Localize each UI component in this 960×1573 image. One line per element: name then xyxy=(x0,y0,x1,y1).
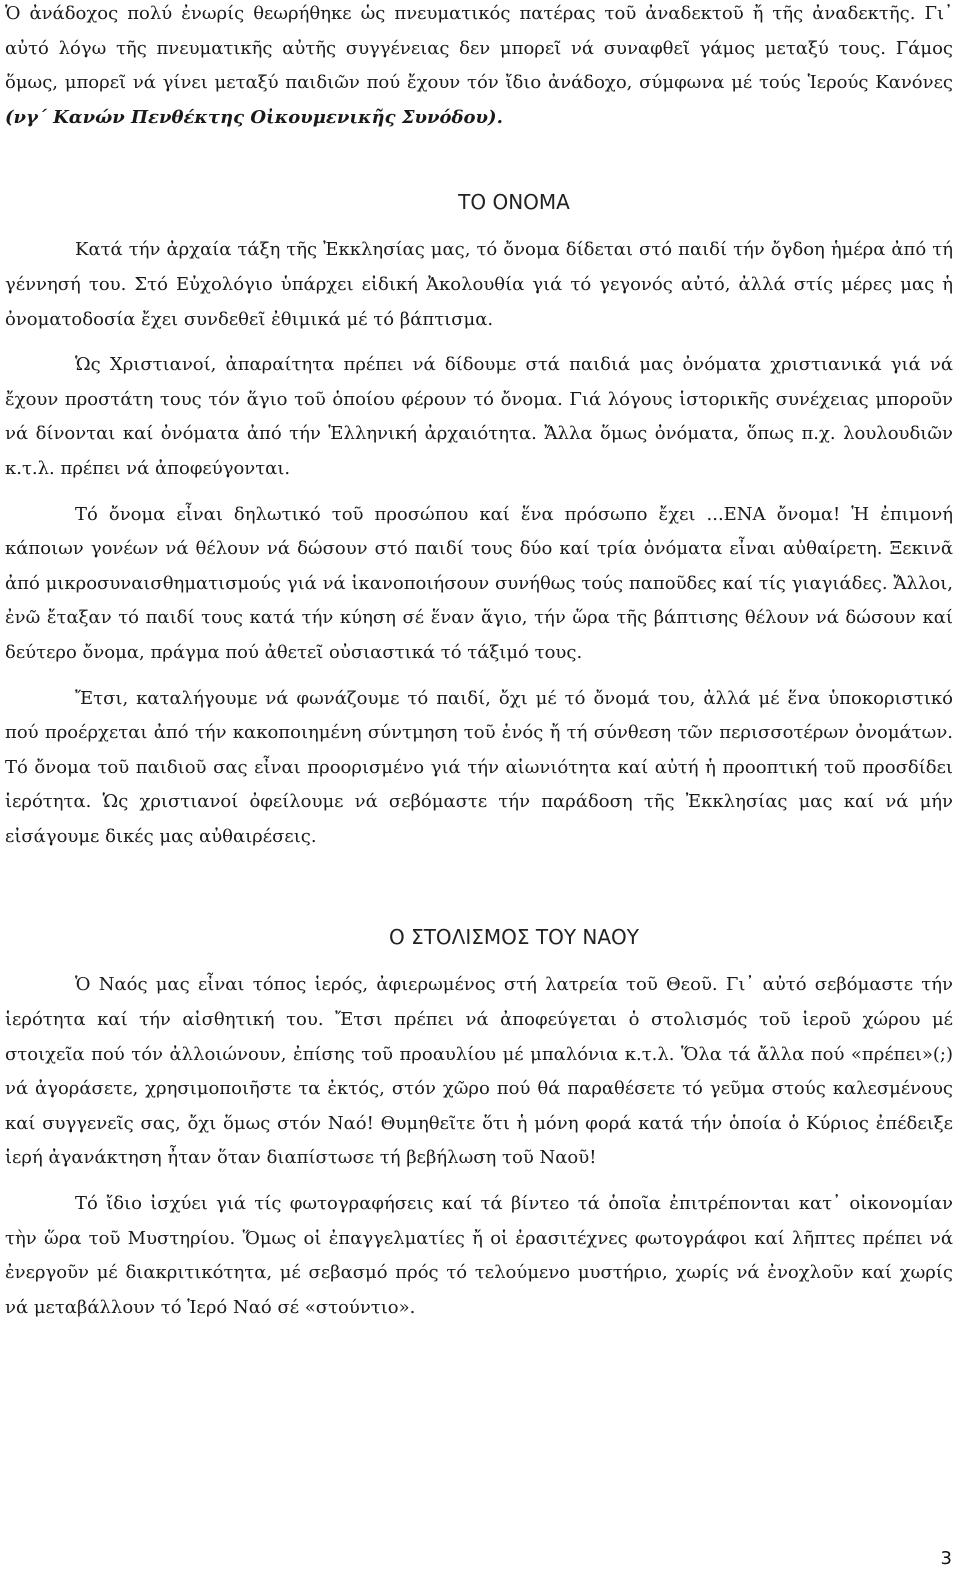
section-name-body xyxy=(5,233,953,854)
intro-text: Ὁ ἀνάδοχος πολύ ἐνωρίς θεωρήθηκε ὡς πνευματικός πατέρας τοῦ ἀναδεκτοῦ ἤ τῆς ἀναδεκτῆς. Γι᾽ αὐτό λόγω τῆς πνευματικῆς αὐτῆς συγγένειας δεν μπορεῖ νά συναφθεῖ γάμος μεταξύ τους. Γάμος ὅμως, μπορεῖ νά γίνει μεταξύ παιδιῶν πού ἔχουν τόν ἴδιο ἀνάδοχο, σύμφωνα μέ τούς Ἱερούς Κανόνες xyxy=(5,3,953,94)
name-paragraph-3: Τό ὄνομα εἶναι δηλωτικό τοῦ προσώπου καί ἕνα πρόσωπο ἔχει ...ΕΝΑ ὄνομα! Ἡ ἐπιμονή κάποιων γονέων νά θέλουν νά δώσουν στό παιδί τους δύο καί τρία ὀνόματα εἶναι αὐθαίρετη. Ξεκινᾶ ἀπό μικροσυναισθηματισμούς γιά νά ἱκανοποιήσουν συνήθως τούς παποῦδες καί τίς γιαγιάδες. Ἄλλοι, ἐνῶ ἔταξαν τό παιδί τους κατά τήν κύηση σέ ἕναν ἅγιο, τήν ὥρα τῆς βάπτισης θέλουν νά δώσουν καί δεύτερο ὄνομα, πράγμα πού ἀθετεῖ οὐσιαστικά τό τάξιμό τους. xyxy=(5,503,953,663)
intro-canon-reference: (νγ´ Κανών Πενθέκτης Οἰκουμενικῆς Συνόδου). xyxy=(5,106,503,128)
section-decoration-body xyxy=(5,968,953,1325)
section-heading-name: ΤΟ ΟΝΟΜΑ xyxy=(458,190,570,215)
page-number: 3 xyxy=(940,1548,952,1569)
decoration-paragraph-1: Ὁ Ναός μας εἶναι τόπος ἱερός, ἀφιερωμένος στή λατρεία τοῦ Θεοῦ. Γι᾽ αὐτό σεβόμαστε τήν ἱερότητα καί τήν αἰσθητική του. Ἔτσι πρέπει νά ἀποφεύγεται ὁ στολισμός τοῦ ἱεροῦ χώρου μέ στοιχεῖα πού τόν ἀλλοιώνουν, ἐπίσης τοῦ προαυλίου μέ μπαλόνια κ.τ.λ. Ὅλα τά ἄλλα πού «πρέπει»(;) νά ἀγοράσετε, χρησιμοποιῆστε τα ἐκτός, στόν χῶρο πού θά παραθέσετε τό γεῦμα στούς καλεσμένους καί συγγενεῖς σας, ὄχι ὅμως στόν Ναό! Θυμηθεῖτε ὅτι ἡ μόνη φορά κατά τήν ὁποία ὁ Κύριος ἐπέδειξε ἱερή ἀγανάκτηση ἦταν ὅταν διαπίστωσε τή βεβήλωση τοῦ Ναοῦ! xyxy=(5,974,953,1169)
name-paragraph-2: Ὡς Χριστιανοί, ἀπαραίτητα πρέπει νά δίδουμε στά παιδιά μας ὀνόματα χριστιανικά γιά νά ἔχουν προστάτη τους τόν ἅγιο τοῦ ὁποίου φέρουν τό ὄνομα. Γιά λόγους ἱστορικῆς συνέχειας μποροῦν νά δίνονται καί ὀνόματα ἀπό τήν Ἑλληνική ἀρχαιότητα. Ἄλλα ὅμως ὀνόματα, ὅπως π.χ. λουλουδιῶν κ.τ.λ. πρέπει νά ἀποφεύγονται. xyxy=(5,354,953,479)
intro-paragraph xyxy=(5,0,953,135)
section-heading-decoration: Ο ΣΤΟΛΙΣΜΟΣ ΤΟΥ ΝΑΟΥ xyxy=(388,925,640,950)
document-page xyxy=(5,0,953,1336)
decoration-paragraph-2: Τό ἴδιο ἰσχύει γιά τίς φωτογραφήσεις καί τά βίντεο τά ὁποῖα ἐπιτρέπονται κατ᾽ οἰκονομίαν τὴν ὥρα τοῦ Μυστηρίου. Ὅμως οἱ ἐπαγγελματίες ἤ οἱ ἐρασιτέχνες φωτογράφοι καί λῆπτες πρέπει νά ἐνεργοῦν μέ διακριτικότητα, μέ σεβασμό πρός τό τελούμενο μυστήριο, χωρίς νά ἐνοχλοῦν καί χωρίς νά μεταβάλλουν τό Ἱερό Ναό σέ «στούντιο». xyxy=(5,1193,953,1318)
intro-block xyxy=(5,0,953,135)
name-paragraph-1: Κατά τήν ἀρχαία τάξη τῆς Ἐκκλησίας μας, τό ὄνομα δίδεται στό παιδί τήν ὄγδοη ἡμέρα ἀπό τή γέννησή του. Στό Εὐχολόγιο ὑπάρχει εἰδική Ἀκολουθία γιά τό γεγονός αὐτό, ἀλλά στίς μέρες μας ἡ ὀνοματοδοσία ἔχει συνδεθεῖ ἐθιμικά μέ τό βάπτισμα. xyxy=(5,239,953,330)
name-paragraph-4: Ἔτσι, καταλήγουμε νά φωνάζουμε τό παιδί, ὄχι μέ τό ὄνομά του, ἀλλά μέ ἕνα ὑποκοριστικό πού προέρχεται ἀπό τήν κακοποιημένη σύντμηση τοῦ ἑνός ἤ τή σύνθεση τῶν περισσοτέρων ὀνομάτων. Τό ὄνομα τοῦ παιδιοῦ σας εἶναι προορισμένο γιά τήν αἰωνιότητα καί αὐτή ἡ προοπτική τοῦ προσδίδει ἱερότητα. Ὡς χριστιανοί ὀφείλουμε νά σεβόμαστε τήν παράδοση τῆς Ἐκκλησίας μας καί νά μήν εἰσάγουμε δικές μας αὐθαιρέσεις. xyxy=(5,687,953,847)
